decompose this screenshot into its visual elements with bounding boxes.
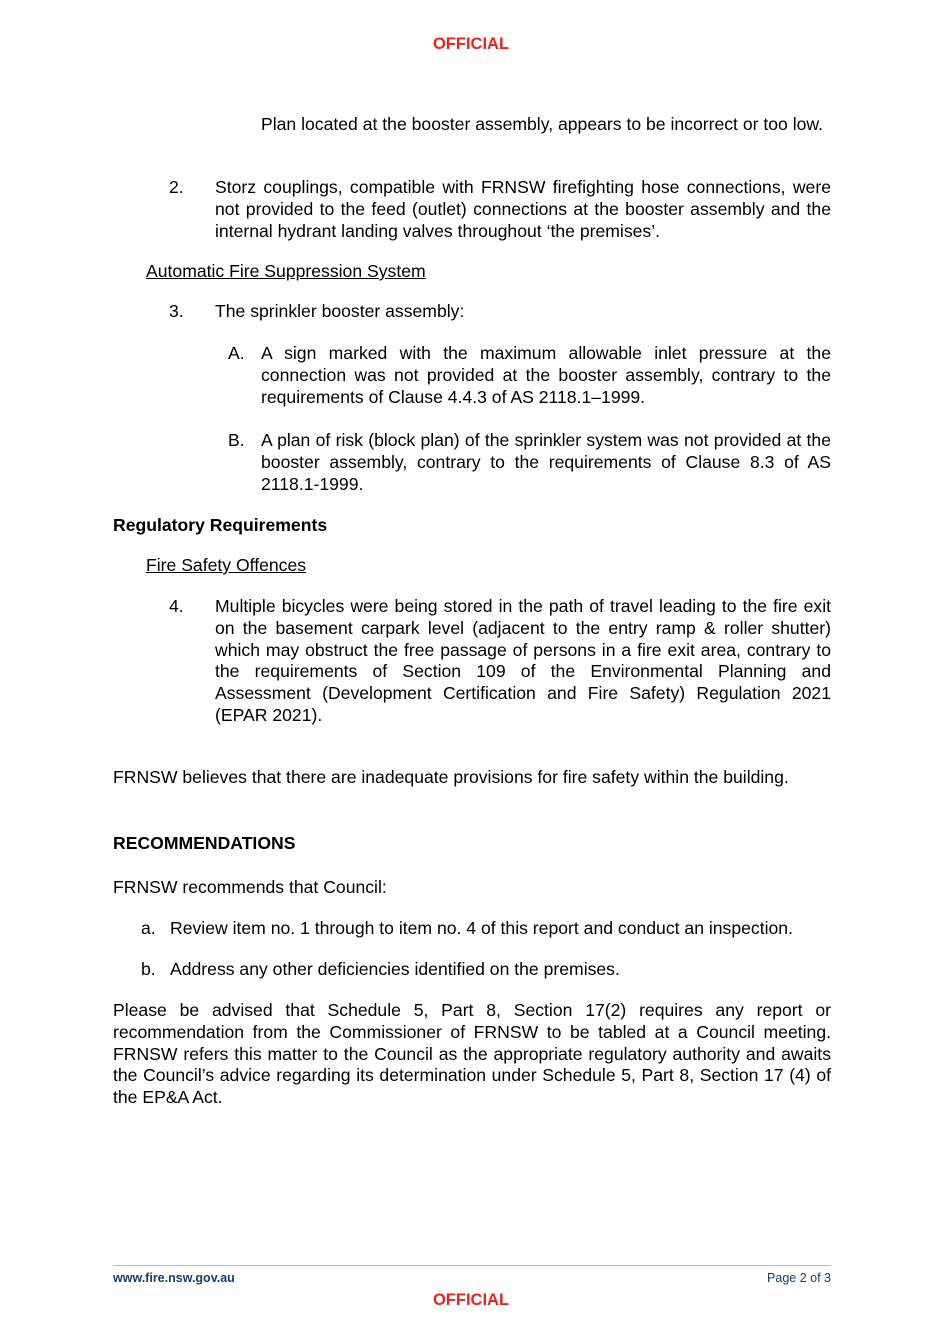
security-marking-bottom: OFFICIAL — [432, 1291, 510, 1309]
footer-divider — [113, 1265, 831, 1266]
item-2-number: 2. — [169, 177, 184, 197]
recommendations-heading: RECOMMENDATIONS — [113, 833, 296, 853]
regulatory-requirements-heading: Regulatory Requirements — [113, 515, 328, 535]
item-1-continuation: Plan located at the booster assembly, appears to be incorrect or too low. — [261, 114, 824, 134]
closing-paragraph: Please be advised that Schedule 5, Part 8, Section 17(2) requires any report or recommendation from the Commissioner of FRNSW to be tabled at a Council meeting. FRNSW refers this matter to the Council as the appropriate regulatory authority and awaits the Council’s advice regarding its determination under Schedule 5, Part 8, Section 17 (4) of the EP&A Act. — [113, 1000, 831, 1108]
item-4-text: Multiple bicycles were being stored in the path of travel leading to the fire exit on the basement carpark level (adjacent to the entry ramp & roller shutter) which may obstruct the free passage of persons in a fire exit area, contrary to the requirements of Section 109 of the Environmental Planning and Assessment (Development Certification and Fire Safety) Regulation 2021 (EPAR 2021). — [215, 596, 831, 725]
footer-website-link[interactable]: www.fire.nsw.gov.au — [113, 1271, 235, 1285]
item-3b-letter: B. — [228, 430, 245, 450]
belief-statement: FRNSW believes that there are inadequate provisions for fire safety within the building. — [113, 767, 789, 787]
item-4-number: 4. — [169, 596, 184, 616]
recommendation-a-text: Review item no. 1 through to item no. 4 of this report and conduct an inspection. — [170, 918, 793, 938]
security-marking-top: OFFICIAL — [432, 35, 510, 53]
item-3a-letter: A. — [228, 343, 245, 363]
recommendation-b-text: Address any other deficiencies identified on the premises. — [170, 959, 620, 979]
recommendation-a-letter: a. — [141, 918, 156, 938]
recommendation-b-letter: b. — [141, 959, 156, 979]
item-3-text: The sprinkler booster assembly: — [215, 301, 465, 321]
section-fire-safety-offences: Fire Safety Offences — [146, 555, 307, 575]
item-3-number: 3. — [169, 301, 184, 321]
footer-page-number: Page 2 of 3 — [767, 1271, 831, 1285]
item-3a-text: A sign marked with the maximum allowable inlet pressure at the connection was not provided at the booster assembly, contrary to the requirements of Clause 4.4.3 of AS 2118.1–1999. — [261, 343, 831, 407]
recommendations-intro: FRNSW recommends that Council: — [113, 877, 387, 897]
item-2-text: Storz couplings, compatible with FRNSW firefighting hose connections, were not provided to the feed (outlet) connections at the booster assembly and the internal hydrant landing valves throughout ‘the premises’. — [215, 177, 831, 241]
section-automatic-fire-suppression: Automatic Fire Suppression System — [146, 261, 426, 281]
item-3b-text: A plan of risk (block plan) of the sprinkler system was not provided at the booster assembly, contrary to the requirements of Clause 8.3 of AS 2118.1-1999. — [261, 430, 831, 494]
